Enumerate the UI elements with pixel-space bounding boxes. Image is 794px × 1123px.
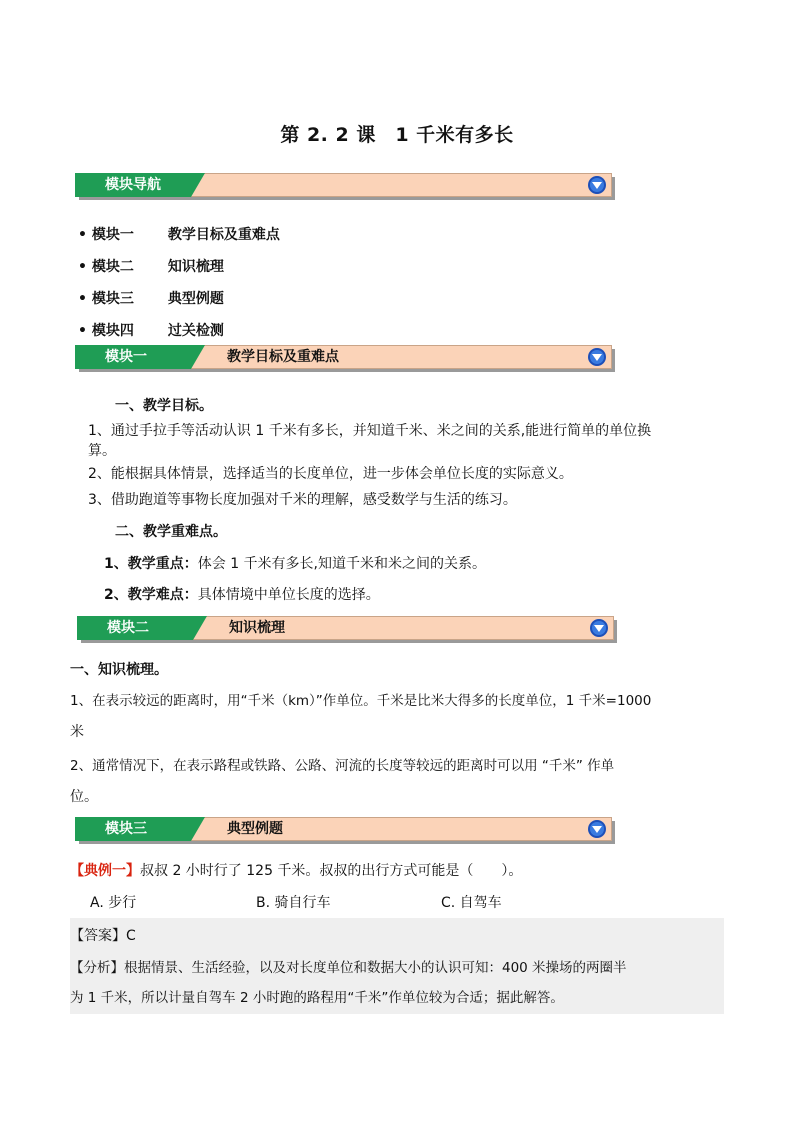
key-point: 1、教学重点：体会 1 千米有多长,知道千米和米之间的关系。 — [104, 556, 487, 572]
goal-line: 3、借助跑道等事物长度加强对千米的理解，感受数学与生活的练习。 — [88, 492, 517, 508]
option-a: A. 步行 — [90, 895, 137, 911]
module2-bar — [77, 616, 617, 643]
module3-bar — [75, 817, 615, 844]
nav-item-module1[interactable]: • 模块一 教学目标及重难点 — [78, 227, 280, 243]
option-b: B. 骑自行车 — [256, 895, 331, 911]
analysis-line: 【分析】根据情景、生活经验，以及对长度单位和数据大小的认识可知：400 米操场的两圈半 — [70, 960, 627, 976]
goals-title: 一、教学目标。 — [115, 398, 213, 414]
bar-tag: 模块导航 — [75, 173, 191, 197]
module-nav-bar — [75, 173, 615, 200]
bar-heading: 教学目标及重难点 — [227, 349, 339, 365]
tag-slant-icon — [191, 817, 221, 841]
analysis-line: 为 1 千米，所以计量自驾车 2 小时跑的路程用“千米”作单位较为合适；据此解答。 — [70, 990, 564, 1006]
chevron-down-icon[interactable] — [587, 175, 607, 195]
page-title: 第 2. 2 课 1 千米有多长 — [280, 124, 514, 146]
difficulty-point: 2、教学难点：具体情境中单位长度的选择。 — [104, 587, 380, 603]
tag-slant-icon — [191, 345, 221, 369]
knowledge-line: 2、通常情况下，在表示路程或铁路、公路、河流的长度等较远的距离时可以用 “千米” 作单 — [70, 758, 615, 774]
chevron-down-icon[interactable] — [589, 618, 609, 638]
goal-line: 2、能根据具体情景，选择适当的长度单位，进一步体会单位长度的实际意义。 — [88, 466, 573, 482]
bar-tag: 模块三 — [75, 817, 191, 841]
knowledge-line: 米 — [70, 724, 84, 740]
example-question: 【典例一】叔叔 2 小时行了 125 千米。叔叔的出行方式可能是（ ）。 — [70, 863, 523, 879]
knowledge-line: 1、在表示较远的距离时，用“千米（km）”作单位。千米是比米大得多的长度单位，1 千米=1000 — [70, 693, 652, 709]
knowledge-line: 位。 — [70, 789, 98, 805]
bar-heading: 典型例题 — [227, 821, 283, 837]
answer: 【答案】C — [70, 928, 136, 944]
nav-item-module2[interactable]: • 模块二 知识梳理 — [78, 259, 224, 275]
knowledge-title: 一、知识梳理。 — [70, 662, 168, 678]
module1-bar — [75, 345, 615, 372]
bar-tag: 模块二 — [77, 616, 193, 640]
tag-slant-icon — [193, 616, 223, 640]
goal-line: 算。 — [88, 443, 116, 459]
chevron-down-icon[interactable] — [587, 819, 607, 839]
option-c: C. 自驾车 — [441, 895, 502, 911]
goal-line: 1、通过手拉手等活动认识 1 千米有多长，并知道千米、米之间的关系,能进行简单的单位换 — [88, 423, 652, 439]
nav-item-module4[interactable]: • 模块四 过关检测 — [78, 323, 224, 339]
bar-tag: 模块一 — [75, 345, 191, 369]
key-title: 二、教学重难点。 — [115, 524, 227, 540]
nav-item-module3[interactable]: • 模块三 典型例题 — [78, 291, 224, 307]
chevron-down-icon[interactable] — [587, 347, 607, 367]
tag-slant-icon — [191, 173, 221, 197]
bar-heading: 知识梳理 — [229, 620, 285, 636]
